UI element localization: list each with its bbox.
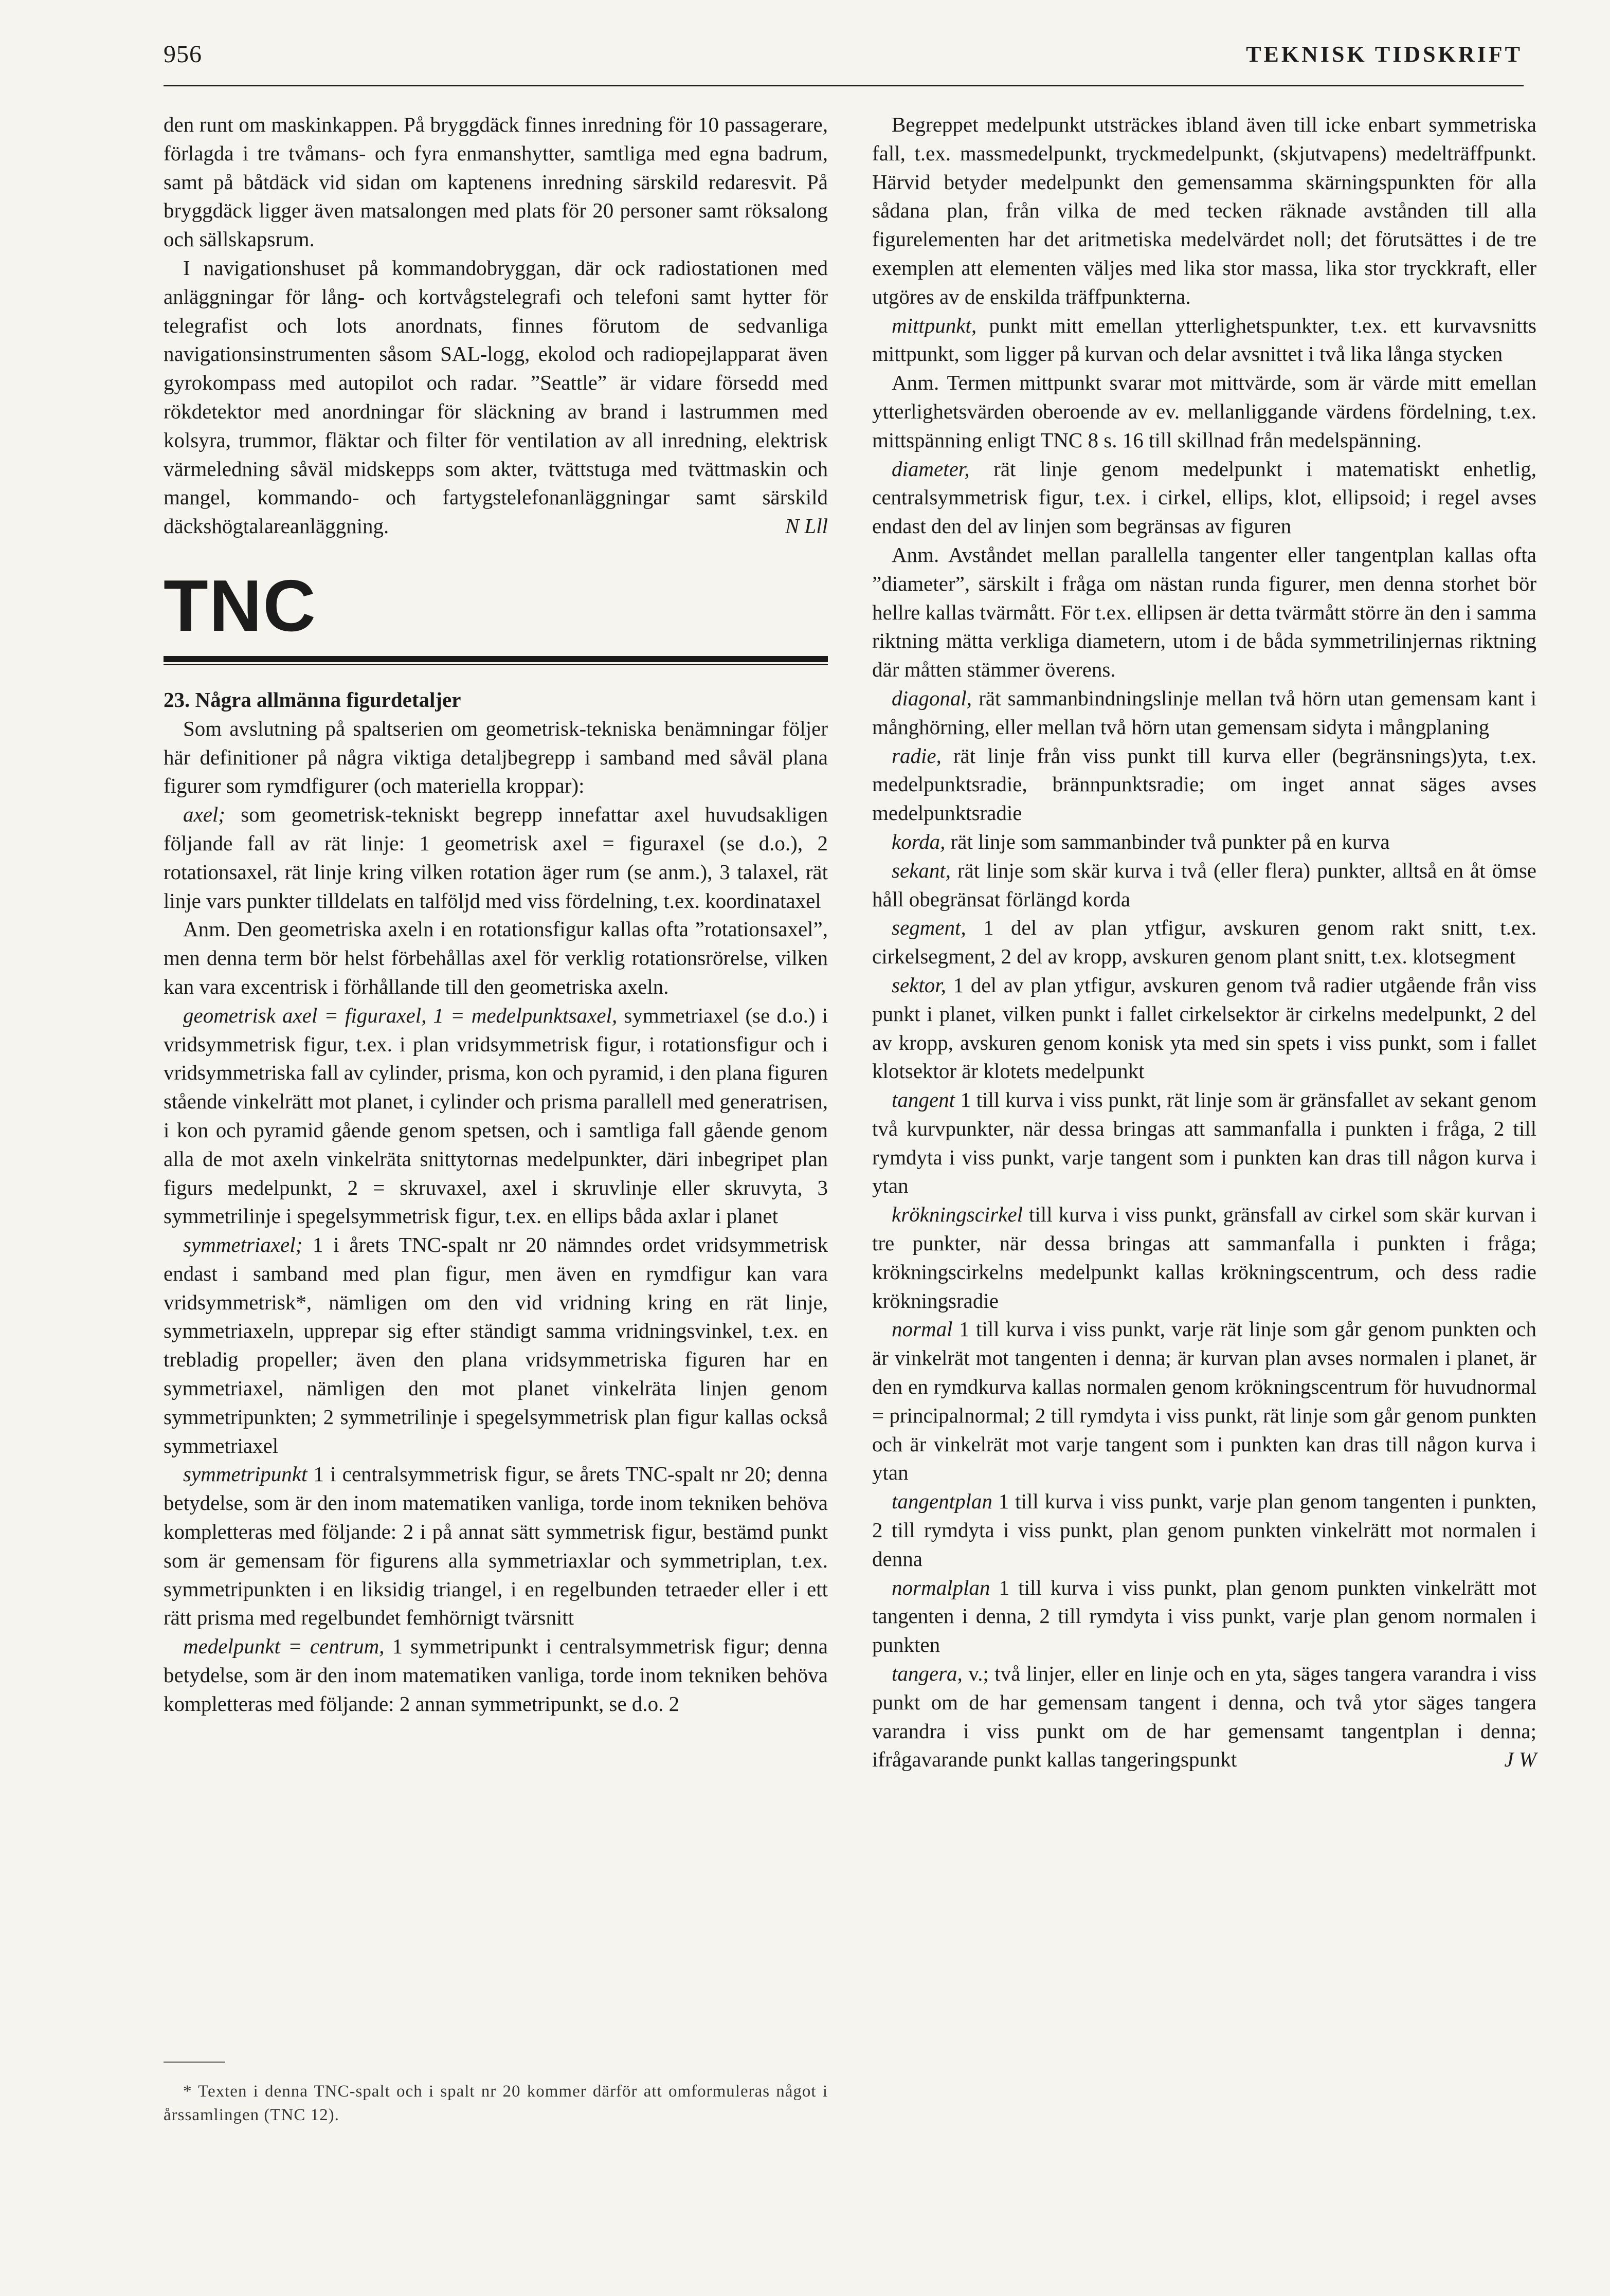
- entry-diameter-note: Anm. Avståndet mellan parallella tangenter eller tangentplan kallas ofta ”diameter”, särskilt i fråga om nästan runda figurer, men denna storhet bör hellre kallas tvärmått. För t.ex. ellipsen är detta tvärmått större än den i samma riktning mätta verkliga diametern, utom i de båda symmetrilinjernas riktning där måtten stämmer överens.: [872, 542, 1536, 682]
- right-column: [872, 111, 1536, 1774]
- intro-paragraph-2: I navigationshuset på kommandobryggan, där ock radiostationen med anläggningar för lång- och kortvågstelegrafi och telefoni samt hytter för telegrafist och lots anordnats, finnes förutom de sedvanliga navigationsinstrumenten såsom SAL-logg, ekolod och radiopejlapparat även gyrokompass med autopilot och radar. ”Seattle” är vidare försedd med rökdetektor med anordningar för släckning av brand i lastrummen med kolsyra, trummor, fläktar och filter för ventilation av all inredning, elektrisk värmeledning såväl midskepps som akter, tvättstuga med tvättmaskin och mangel, kommando- och fartygstelefonanläggningar samt särskild däckshögtalareanläggning. N Lll: [164, 254, 828, 541]
- closing-signature: J W: [1504, 1747, 1536, 1772]
- entry-mittpunkt: mittpunkt, punkt mitt emellan ytterlighetspunkter, t.ex. ett kurvavsnitts mittpunkt, som ligger på kurvan och delar avsnittet i två lika långa stycken: [872, 313, 1536, 366]
- tnc-heavy-rule: [164, 656, 828, 662]
- entry-segment: segment, 1 del av plan ytfigur, avskuren genom rakt snitt, t.ex. cirkelsegment, 2 del av kropp, avskuren genom plant snitt, t.ex. klotsegment: [872, 916, 1536, 969]
- entry-axel-note: Anm. Den geometriska axeln i en rotationsfigur kallas ofta ”rotationsaxel”, men denna term bör helst förbehållas axel för verklig rotationsrörelse, vilken kan vara excentrisk i förhållande till den geometriska axeln.: [164, 917, 828, 998]
- entry-tangentplan: tangentplan 1 till kurva i viss punkt, varje plan genom tangenten i punkten, 2 till rymdyta i viss punkt, plan genom punkten vinkelrätt mot normalen i denna: [872, 1489, 1536, 1571]
- entry-diagonal: diagonal, rät sammanbindningslinje mellan två hörn utan gemensam kant i månghörning, eller mellan två hörn utan gemensam sidyta i mångplaning: [872, 686, 1536, 739]
- entry-symmetripunkt: symmetripunkt 1 i centralsymmetrisk figur, se årets TNC-spalt nr 20; denna betydelse, som är den inom matematiken vanliga, torde inom tekniken behöva kompletteras med följande: 2 i på annat sätt symmetrisk figur, bestämd punkt som är gemensam för figurens alla symmetriaxlar och symmetriplan, t.ex. symmetripunkten i en liksidig triangel, i en regelbunden tetraeder eller i ett rätt prisma med regelbundet femhörnigt tvärsnitt: [164, 1462, 828, 1630]
- entry-diameter: diameter, rät linje genom medelpunkt i matematiskt enhetlig, centralsymmetrisk figur, t.ex. i cirkel, ellips, klot, ellipsoid; i regel avses endast den del av linjen som begränsas av figuren: [872, 457, 1536, 538]
- entry-axel: axel; som geometrisk-tekniskt begrepp innefattar axel huvudsakligen följande fall av rät linje: 1 geometrisk axel = figuraxel (se d.o.), 2 rotationsaxel, rät linje kring vilken rotation äger rum (se anm.), 3 talaxel, rät linje vars punkter tilldelats en talföljd med viss fördelning, t.ex. koordinataxel: [164, 803, 828, 913]
- running-head: TEKNISK TIDSKRIFT: [1246, 42, 1523, 67]
- intro-signature: N Lll: [785, 514, 828, 538]
- entry-normal: normal 1 till kurva i viss punkt, varje rät linje som går genom punkten och är vinkelrät mot tangenten i denna; är kurvan plan avses normalen i planet, är den en rymdkurva kallas normalen genom krökningscentrum för huvudnormal = principalnormal; 2 till rymdyta i viss punkt, rät linje som går genom punkten och är vinkelrät mot varje tangent som i punkten kan dras till någon kurva i ytan: [872, 1317, 1536, 1485]
- footnote-rule: [164, 2062, 225, 2063]
- entry-sekant: sekant, rät linje som skär kurva i två (eller flera) punkter, alltså en åt ömse håll obegränsat förlängd korda: [872, 858, 1536, 911]
- section-title: 23. Några allmänna figurdetaljer: [164, 687, 461, 712]
- entry-medelpunkt: medelpunkt = centrum, 1 symmetripunkt i centralsymmetrisk figur; denna betydelse, som är den inom matematiken vanliga, torde inom tekniken behöva kompletteras med följande: 2 annan symmetripunkt, se d.o. 2: [164, 1634, 828, 1716]
- tnc-heading: TNC: [164, 564, 317, 647]
- entry-tangera: tangera, v.; två linjer, eller en linje och en yta, säges tangera varandra i viss punkt om de har gemensam tangent i denna, och två ytor säges tangera varandra i viss punkt om de har gemensamt tangentplan i denna; ifrågavarande punkt kallas tangeringspunkt J W: [872, 1660, 1536, 1774]
- tnc-thin-rule: [164, 664, 828, 665]
- intro-paragraph-1: den runt om maskinkappen. På bryggdäck finnes inredning för 10 passagerare, förlagda i tre tvåmans- och fyra enmanshytter, samtliga med egna badrum, samt på båtdäck vid sidan om kaptenens inredning särskild redaresvit. På bryggdäck ligger även matsalongen med plats för 20 personer samt röksalong och sällskapsrum.: [164, 113, 828, 251]
- entry-geometrisk-axel: geometrisk axel = figuraxel, 1 = medelpunktsaxel, symmetriaxel (se d.o.) i vridsymmetrisk figur, t.ex. i plan vridsymmetrisk figur, i rotationsfigur och i vridsymmetriska fall av cylinder, prisma, kon och pyramid, i den plana figuren stående vinkelrätt mot planet, i cylinder och prisma parallell med generatrisen, i kon och pyramid gående genom spetsen, och i samtliga fall gående genom alla de mot axeln vinkelräta snittytornas medelpunkter, däri inbegripet plan figurs medelpunkt, 2 = skruvaxel, axel i skruvlinje eller skruvyta, 3 symmetrilinje i spegelsymmetrisk figur, t.ex. en ellips båda axlar i planet: [164, 1003, 828, 1228]
- entry-radie: radie, rät linje från viss punkt till kurva eller (begränsnings)yta, t.ex. medelpunktsradie, brännpunktsradie; om inget annat säges avses medelpunktsradie: [872, 743, 1536, 825]
- entry-sektor: sektor, 1 del av plan ytfigur, avskuren genom två radier utgående från viss punkt i planet, vilken punkt i fallet cirkelsektor är cirkelns medelpunkt, 2 del av kropp, avskuren genom konisk yta med sin spets i viss punkt, som i fallet klotsektor är klotets medelpunkt: [872, 973, 1536, 1083]
- entry-symmetriaxel: symmetriaxel; 1 i årets TNC-spalt nr 20 nämndes ordet vridsymmetrisk endast i samband med plan figur, men även en rymdfigur kan vara vridsymmetrisk*, nämligen om den vid vridning kring en rät linje, symmetriaxeln, upprepar sig efter ständigt samma vridningsvinkel, t.ex. en trebladig propeller; även den plana vridsymmetriska figuren har en symmetriaxel, nämligen den mot planet vinkelräta linjen genom symmetripunkten; 2 symmetrilinje i spegelsymmetrisk plan figur kallas också symmetriaxel: [164, 1233, 828, 1457]
- left-entries: [164, 800, 828, 1719]
- section-intro: Som avslutning på spaltserien om geometrisk-tekniska benämningar följer här definitioner på några viktiga detaljbegrepp i samband med såväl plana figurer som rymdfigurer (och materiella kroppar):: [164, 716, 828, 798]
- entry-mittpunkt-note: Anm. Termen mittpunkt svarar mot mittvärde, som är värde mitt emellan ytterlighetsvärden oberoende av ev. mellanliggande värdens fördelning, t.ex. mittspänning enligt TNC 8 s. 16 till skillnad från medelspänning.: [872, 371, 1536, 452]
- entry-tangent: tangent 1 till kurva i viss punkt, rät linje som är gränsfallet av sekant genom två kurvpunkter, när dessa bringas att sammanfalla i punkten i fråga, 2 till rymdyta i viss punkt, varje tangent som i punkten kan dras till någon kurva i ytan: [872, 1088, 1536, 1198]
- entry-krokningscirkel: krökningscirkel till kurva i viss punkt, gränsfall av cirkel som skär kurvan i tre punkter, när dessa bringas att sammanfalla i punkten i fråga; krökningscirkelns medelpunkt kallas krökningscentrum, och dess radie krökningsradie: [872, 1202, 1536, 1313]
- left-column: [164, 111, 828, 1719]
- entry-korda: korda, rät linje som sammanbinder två punkter på en kurva: [892, 829, 1390, 853]
- entry-normalplan: normalplan 1 till kurva i viss punkt, plan genom punkten vinkelrätt mot tangenten i denna, 2 till rymdyta i viss punkt, varje plan genom normalen i punkten: [872, 1575, 1536, 1657]
- header-rule: [164, 85, 1524, 86]
- footnote: * Texten i denna TNC-spalt och i spalt nr 20 kommer därför att omformuleras något i årssamlingen (TNC 12).: [164, 2082, 828, 2124]
- entry-medelpunkt-cont: Begreppet medelpunkt utsträckes ibland även till icke enbart symmetriska fall, t.ex. massmedelpunkt, tryckmedelpunkt, (skjutvapens) medelträffpunkt. Härvid betyder medelpunkt den gemensamma skärningspunkten för alla sådana plan, från vilka de med tecken räknade avstånden till alla figurelementen har det aritmetiska medelvärdet noll; det förutsättes i de tre exemplen att elementen väljes med lika stor massa, lika stor tryckkraft, eller utgöres av de enskilda träffpunkterna.: [872, 113, 1536, 308]
- page-number: 956: [164, 41, 202, 68]
